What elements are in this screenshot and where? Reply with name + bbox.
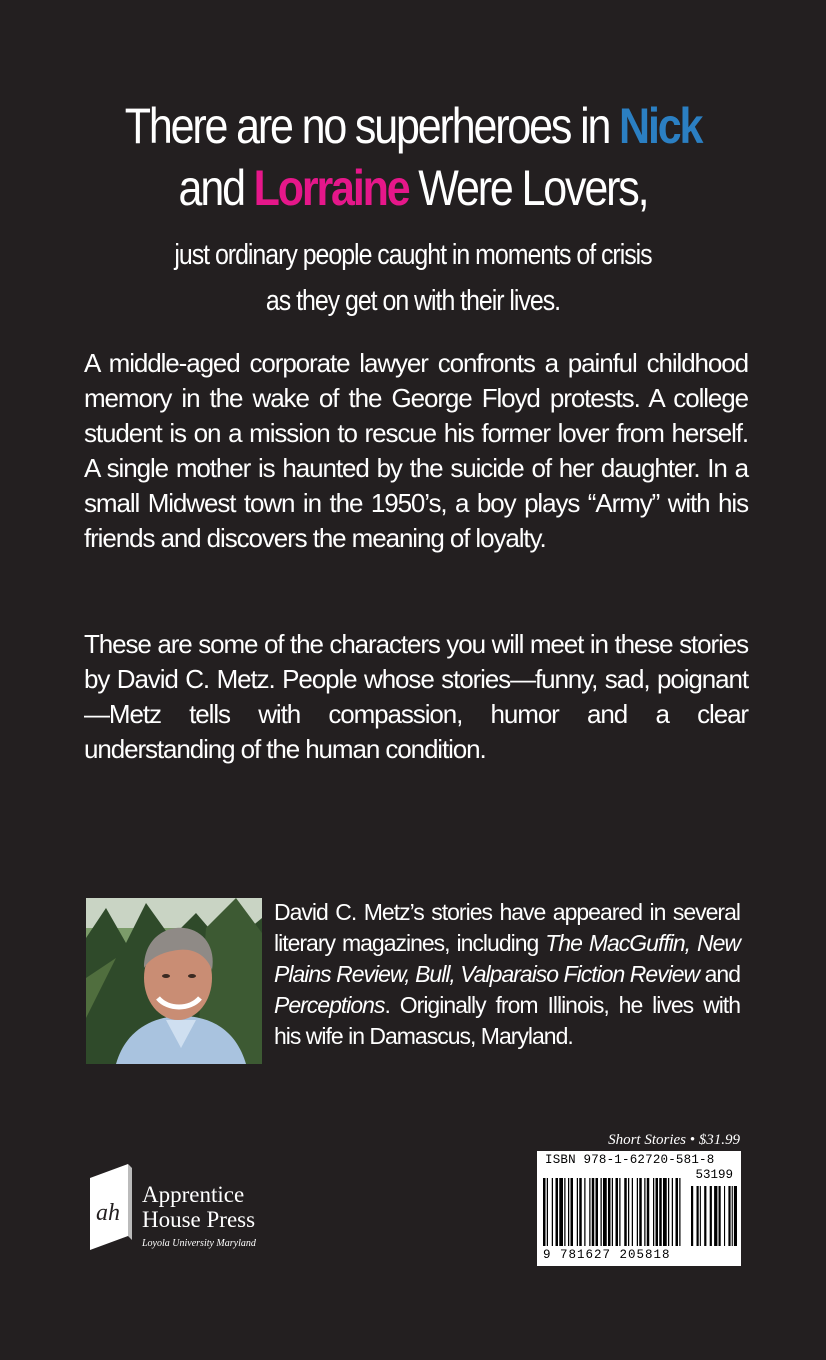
logo-letters: ah	[96, 1200, 120, 1226]
publisher-name-line-2: House Press	[142, 1207, 256, 1232]
bio-part-1: David C. Metz’s stories have appeared in several literary magazines, including	[274, 899, 740, 956]
price-code: 53199	[695, 1168, 733, 1182]
headline-line2-post: Were Lovers,	[408, 160, 648, 216]
characters-paragraph: These are some of the characters you will meet in these stories by David C. Metz. People whose stories—funny, sad, poignant—Metz tells with compassion, humor and a clear understanding of the human condition.	[84, 629, 748, 764]
author-bio	[274, 897, 740, 1052]
synopsis-paragraph: A middle-aged corporate lawyer confronts a painful childhood memory in the wake of the George Floyd protests. A college student is on a mission to rescue his former lover from herself. A single mother is haunted by the suicide of her daughter. In a small Midwest town in the 1950’s, a boy plays “Army” with his friends and discovers the meaning of loyalty.	[84, 348, 748, 553]
publisher-affiliation: Loyola University Maryland	[142, 1238, 256, 1249]
author-portrait-photo	[86, 898, 262, 1064]
ean-digits: 9 781627 205818	[543, 1248, 671, 1262]
headline-lorraine: Lorraine	[253, 160, 409, 216]
publisher-logo-block	[86, 1164, 306, 1256]
bio-magazine-perceptions: Perceptions	[274, 992, 385, 1018]
publisher-name	[142, 1182, 255, 1232]
headline-line1-text: There are no superheroes in	[124, 98, 620, 154]
bio-part-2: and	[699, 961, 740, 987]
barcode-bars	[541, 1166, 737, 1248]
barcode	[537, 1151, 741, 1266]
tagline-line-2: as they get on with their lives.	[265, 285, 561, 317]
publisher-name-line-1: Apprentice	[142, 1182, 245, 1207]
bio-magazines: The MacGuffin, New Plains Review, Bull, Valparaiso Fiction Review	[274, 930, 740, 987]
isbn-number: ISBN 978-1-62720-581-8	[545, 1153, 715, 1167]
book-logo-icon	[88, 1164, 134, 1252]
headline-line-1	[92, 95, 734, 157]
headline-line2-pre: and	[178, 160, 254, 216]
genre-price: Short Stories • $31.99	[608, 1132, 740, 1148]
tagline-line-1: just ordinary people caught in moments of crisis	[174, 239, 652, 271]
headline-line-2	[92, 157, 734, 219]
tagline	[92, 232, 734, 324]
bio-part-3: . Originally from Illinois, he lives with his wife in Damascus, Maryland.	[274, 992, 740, 1049]
author-photo	[86, 898, 262, 1064]
headline	[92, 95, 734, 219]
headline-nick: Nick	[619, 98, 702, 154]
